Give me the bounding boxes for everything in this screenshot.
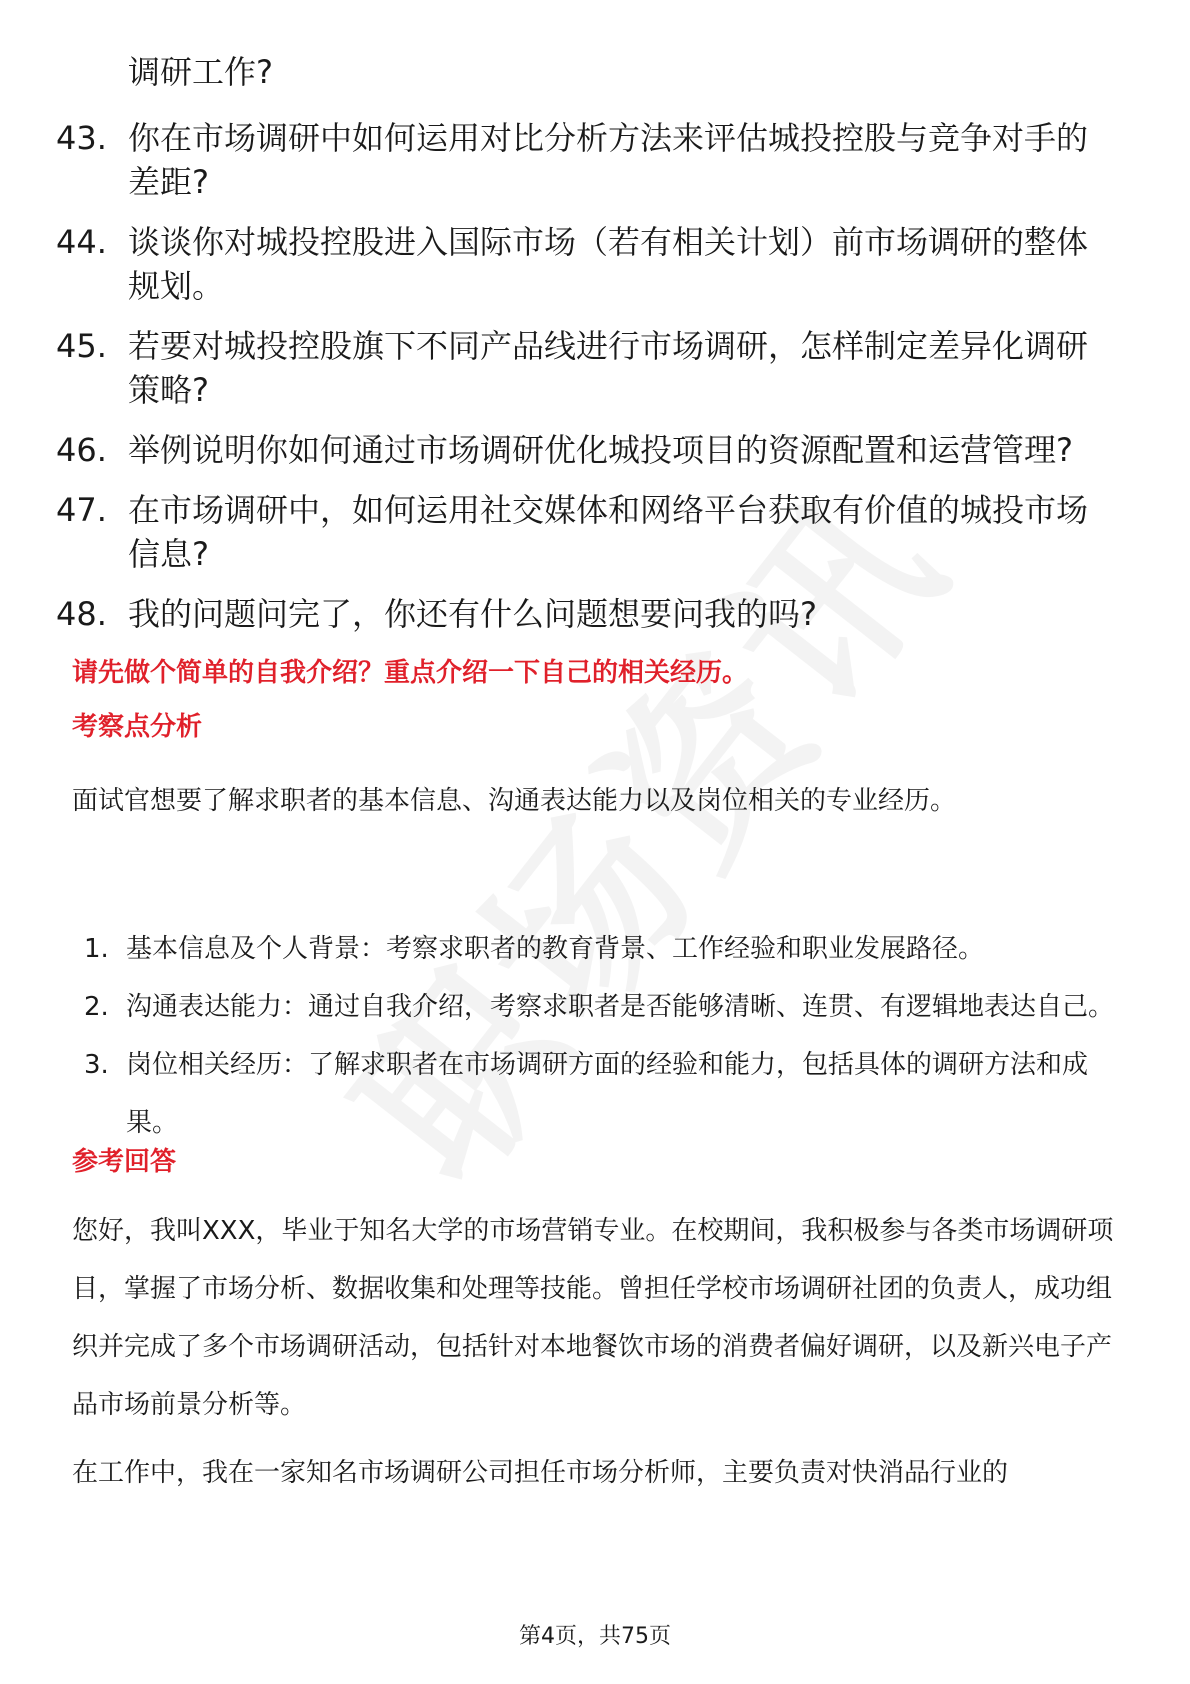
question-item bbox=[56, 428, 1116, 472]
question-continuation: 调研工作? bbox=[128, 53, 273, 91]
question-number: 44. bbox=[56, 223, 107, 261]
question-list bbox=[56, 116, 1116, 652]
question-item bbox=[56, 324, 1116, 412]
answer-paragraph-2: 在工作中，我在一家知名市场调研公司担任市场分析师，主要负责对快消品行业的 bbox=[72, 1458, 1009, 1488]
page-footer: 第4页，共75页 bbox=[519, 1624, 671, 1649]
point-text: 基本信息及个人背景：考察求职者的教育背景、工作经验和职业发展路径。 bbox=[126, 934, 985, 964]
question-number: 46. bbox=[56, 431, 107, 469]
analysis-intro: 面试官想要了解求职者的基本信息、沟通表达能力以及岗位相关的专业经历。 bbox=[72, 786, 957, 816]
question-text: 谈谈你对城投控股进入国际市场（若有相关计划）前市场调研的整体规划。 bbox=[128, 223, 1089, 305]
question-item bbox=[56, 220, 1116, 308]
question-number: 47. bbox=[56, 491, 107, 529]
point-number: 1. bbox=[84, 934, 109, 964]
answer-heading: 参考回答 bbox=[72, 1147, 177, 1177]
answer-paragraph-1: 您好，我叫XXX，毕业于知名大学的市场营销专业。在校期间，我积极参与各类市场调研项目，掌握了市场分析、数据收集和处理等技能。曾担任学校市场调研社团的负责人，成功组织并完成了多个市场调研活动，包括针对本地餐饮市场的消费者偏好调研，以及新兴电子产品市场前景分析等。 bbox=[72, 1216, 1114, 1420]
question-item bbox=[56, 116, 1116, 204]
question-text: 在市场调研中，如何运用社交媒体和网络平台获取有价值的城投市场信息? bbox=[128, 491, 1089, 573]
analysis-point bbox=[84, 978, 1114, 1036]
analysis-heading: 考察点分析 bbox=[72, 712, 203, 742]
question-text: 你在市场调研中如何运用对比分析方法来评估城投控股与竞争对手的差距? bbox=[128, 119, 1089, 201]
question-text: 我的问题问完了，你还有什么问题想要问我的吗? bbox=[128, 595, 817, 633]
question-text: 举例说明你如何通过市场调研优化城投项目的资源配置和运营管理? bbox=[128, 431, 1073, 469]
analysis-point bbox=[84, 1036, 1114, 1152]
question-item bbox=[56, 488, 1116, 576]
analysis-point bbox=[84, 920, 1114, 978]
section-question-heading: 请先做个简单的自我介绍？重点介绍一下自己的相关经历。 bbox=[72, 658, 749, 688]
question-item bbox=[56, 592, 1116, 636]
point-text: 沟通表达能力：通过自我介绍，考察求职者是否能够清晰、连贯、有逻辑地表达自己。 bbox=[126, 992, 1115, 1022]
point-number: 2. bbox=[84, 992, 109, 1022]
analysis-points bbox=[84, 920, 1114, 1152]
point-text: 岗位相关经历：了解求职者在市场调研方面的经验和能力，包括具体的调研方法和成果。 bbox=[126, 1050, 1089, 1138]
question-number: 45. bbox=[56, 327, 107, 365]
question-number: 48. bbox=[56, 595, 107, 633]
question-number: 43. bbox=[56, 119, 107, 157]
point-number: 3. bbox=[84, 1050, 109, 1080]
question-text: 若要对城投控股旗下不同产品线进行市场调研，怎样制定差异化调研策略? bbox=[128, 327, 1089, 409]
